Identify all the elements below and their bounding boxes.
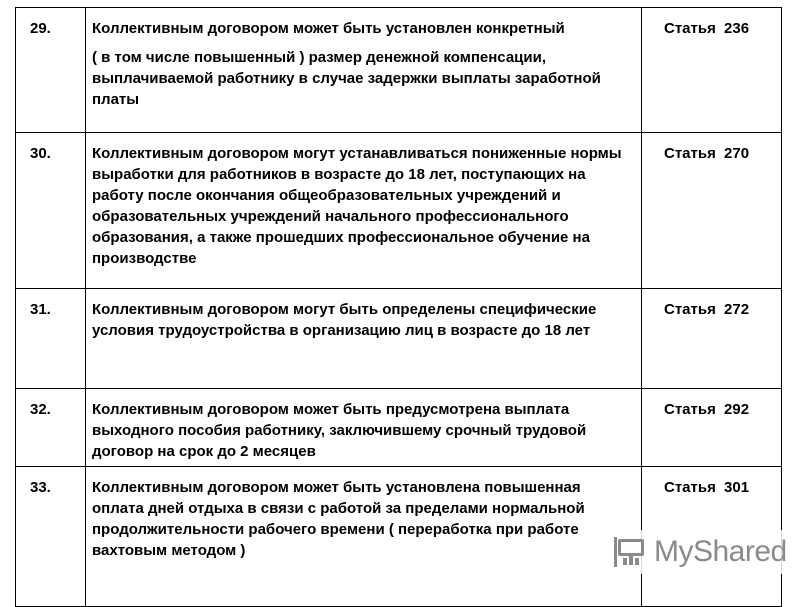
row-text-paragraph: Коллективным договором могут устанавливаться пониженные нормы выработки для работников в возрасте до 18 лет, поступающих на работу после окончания общеобразовательных учреждений и образовательных учреждений начального профессионального образования, а также прошедших профессиональное обучение на производстве [92,145,622,267]
row-text [86,289,642,389]
row-number: 31. [16,289,86,389]
row-text-paragraph: Коллективным договором могут быть определены специфические условия трудоустройства в организацию лиц в возрасте до 18 лет [92,301,597,339]
watermark-logo [608,530,793,574]
row-text [86,133,642,289]
row-article: Статья 236 [642,8,782,133]
row-article: Статья 301 [642,467,782,607]
table-row [16,8,782,133]
row-text-paragraph: ( в том числе повышенный ) размер денежной компенсации, выплачиваемой работнику в случае задержки выплаты заработной платы [92,49,601,108]
row-text [86,389,642,467]
row-number: 32. [16,389,86,467]
row-text-paragraph: Коллективным договором может быть установлен конкретный [92,20,565,37]
row-article: Статья 292 [642,389,782,467]
presentation-board-icon [614,537,648,567]
watermark-text: MyShared [654,535,787,568]
row-text [86,8,642,133]
row-number: 33. [16,467,86,607]
row-text-paragraph: Коллективным договором может быть предусмотрена выплата выходного пособия работнику, заключившему срочный трудовой договор на срок до 2 месяцев [92,401,587,460]
row-number: 30. [16,133,86,289]
table-row [16,133,782,289]
row-number: 29. [16,8,86,133]
articles-table [15,7,782,607]
table-row [16,289,782,389]
row-text [86,467,642,607]
row-article: Статья 272 [642,289,782,389]
row-article: Статья 270 [642,133,782,289]
row-text-paragraph: Коллективным договором может быть установлена повышенная оплата дней отдыха в связи с работой за пределами нормальной продолжительности рабочего времени ( переработка при работе вахтовым методом ) [92,479,585,559]
table-row [16,389,782,467]
